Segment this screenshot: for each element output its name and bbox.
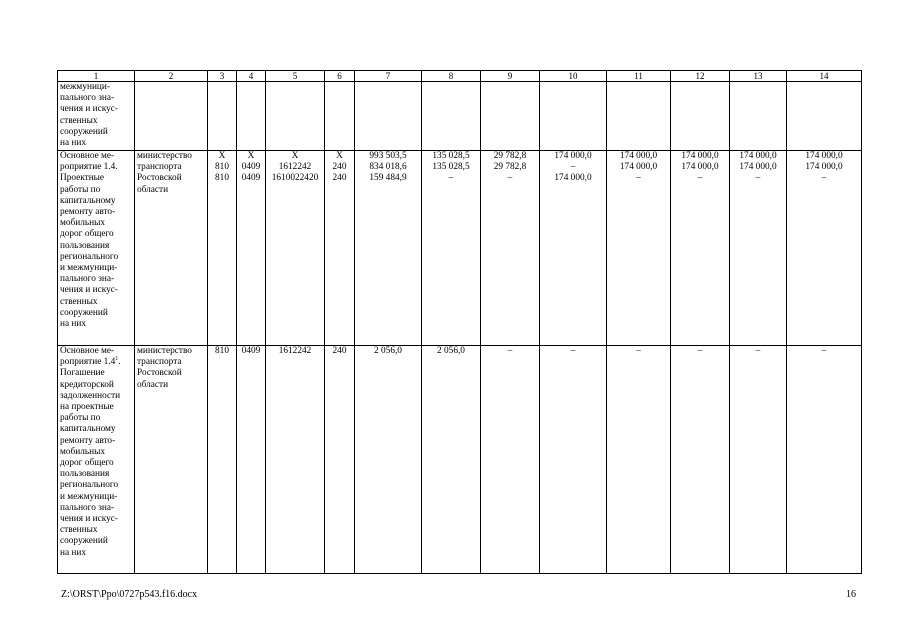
- cell-text-line: работы по: [60, 184, 101, 195]
- cell-value: 135 028,5: [432, 151, 470, 161]
- cell-text-line: пользования: [60, 240, 110, 251]
- cell-value: 240: [332, 173, 347, 184]
- cell-value: –: [570, 162, 576, 173]
- value-cell: [540, 151, 607, 346]
- header-cell: 10: [540, 71, 607, 82]
- cell-text-line: [60, 357, 132, 368]
- empty-cell: [325, 82, 355, 151]
- cell-text-line: ственных: [60, 115, 98, 126]
- cell-text-line: пального зна-: [60, 93, 115, 104]
- cell-text-line: мобильных: [60, 446, 105, 457]
- empty-cell: [266, 82, 325, 151]
- value-cell: 2 056,0: [355, 346, 422, 574]
- value-cell: –: [787, 346, 862, 574]
- header-cell: 13: [730, 71, 787, 82]
- cell-text-line: пального зна-: [60, 274, 115, 285]
- cell-text-line: пального зна-: [60, 502, 115, 513]
- cell-text-line: области: [137, 184, 169, 195]
- cell-value: 810: [215, 173, 229, 184]
- value-cell: 2 056,0: [422, 346, 481, 574]
- cell-text-line: на них: [60, 138, 87, 149]
- footer-file-path: Z:\ORST\Ppo\0727p543.f16.docx: [61, 589, 198, 600]
- cell-value: 0409: [241, 173, 261, 184]
- cell-value: 1612242: [278, 162, 312, 173]
- cell-value: Х: [247, 151, 255, 161]
- executor-cell: [135, 346, 208, 574]
- value-cell: [730, 151, 787, 346]
- cell-text-line: ственных: [60, 525, 98, 536]
- empty-cell: [607, 82, 671, 151]
- cell-text-line: чения и искус-: [60, 514, 119, 525]
- cell-value: 1610022420: [271, 173, 319, 184]
- cell-value: 174 000,0: [554, 173, 592, 184]
- cell-text-line: сооружений: [60, 126, 108, 137]
- cell-value: –: [448, 173, 454, 184]
- cell-text-line: сооружений: [60, 307, 108, 318]
- cell-value: 174 000,0: [681, 151, 719, 161]
- cell-text-line: Ростовской: [137, 368, 182, 379]
- header-cell: 14: [787, 71, 862, 82]
- cell-value: 174 000,0: [805, 151, 843, 161]
- cell-value: 174 000,0: [619, 162, 658, 173]
- cell-text-line: мобильных: [60, 218, 105, 229]
- cell-value: 135 028,5: [432, 162, 470, 173]
- value-cell: [355, 151, 422, 346]
- value-cell: 240: [325, 346, 355, 574]
- cell-value: 240: [332, 162, 347, 173]
- table-row-measure-1-4: [58, 151, 862, 346]
- cell-text-line: чения и искус-: [60, 104, 119, 115]
- value-cell: [671, 151, 730, 346]
- value-cell: 1612242: [266, 346, 325, 574]
- cell-text-line: транспорта: [137, 162, 182, 173]
- header-cell: 4: [237, 71, 266, 82]
- cell-value: –: [697, 173, 703, 184]
- measure-name-cell: [58, 346, 135, 574]
- value-cell: [481, 151, 540, 346]
- cell-text-line: капитальному: [60, 424, 116, 435]
- continuation-name-cell: [58, 82, 135, 151]
- value-cell: [607, 151, 671, 346]
- cell-text-line: Основное ме-: [60, 346, 115, 356]
- cell-value: –: [636, 173, 641, 184]
- cell-text-line: на них: [60, 319, 87, 330]
- empty-cell: [787, 82, 862, 151]
- header-row: [58, 71, 862, 82]
- cell-value: Х: [336, 151, 343, 161]
- value-cell: [787, 151, 862, 346]
- cell-value: 174 000,0: [805, 162, 843, 173]
- empty-cell: [422, 82, 481, 151]
- value-cell: –: [671, 346, 730, 574]
- cell-text-line: регионального: [60, 480, 119, 491]
- header-cell: 7: [355, 71, 422, 82]
- cell-text-line: дорог общего: [60, 229, 114, 240]
- cell-text-line: на проектные: [60, 402, 114, 413]
- cell-text-line: транспорта: [137, 357, 182, 368]
- cell-value: 29 782,8: [493, 151, 527, 161]
- cell-value: 29 782,8: [493, 162, 527, 173]
- empty-cell: [237, 82, 266, 151]
- cell-text-line: капитальному: [60, 195, 116, 206]
- measure-number: роприятие 1.4: [60, 357, 116, 368]
- value-cell: 0409: [237, 346, 266, 574]
- cell-value: Х: [218, 151, 226, 161]
- value-cell: –: [540, 346, 607, 574]
- value-cell: –: [481, 346, 540, 574]
- cell-text-line: роприятие 1.4.: [60, 162, 118, 173]
- cell-value: 174 000,0: [739, 151, 777, 161]
- empty-cell: [540, 82, 607, 151]
- cell-text-line: Ростовской: [137, 173, 182, 184]
- cell-value: 174 000,0: [739, 162, 777, 173]
- cell-text-line: ремонту авто-: [60, 435, 116, 446]
- header-cell: 5: [266, 71, 325, 82]
- cell-text-line: министерство: [137, 151, 192, 161]
- cell-text-line: дорог общего: [60, 458, 114, 469]
- cell-value: 174 000,0: [554, 151, 592, 161]
- value-cell: [208, 151, 237, 346]
- empty-cell: [671, 82, 730, 151]
- cell-value: –: [755, 173, 761, 184]
- empty-cell: [208, 82, 237, 151]
- header-cell: 12: [671, 71, 730, 82]
- cell-value: –: [507, 173, 513, 184]
- page-number: 16: [846, 589, 856, 600]
- cell-text-line: чения и искус-: [60, 285, 119, 296]
- cell-text-line: ственных: [60, 296, 98, 307]
- cell-value: 993 503,5: [369, 151, 407, 161]
- cell-value: –: [821, 173, 827, 184]
- header-cell: 6: [325, 71, 355, 82]
- value-cell: [237, 151, 266, 346]
- value-cell: [266, 151, 325, 346]
- value-cell: 810: [208, 346, 237, 574]
- cell-value: 810: [215, 162, 229, 173]
- table-row-measure-1-4-1: [58, 346, 862, 574]
- empty-cell: [481, 82, 540, 151]
- cell-value: 174 000,0: [681, 162, 719, 173]
- table-row-continuation: [58, 82, 862, 151]
- cell-text-line: межмуници-: [60, 82, 110, 92]
- budget-table: [57, 70, 862, 574]
- cell-text-line: и межмуници-: [60, 491, 118, 502]
- cell-text-line: Основное ме-: [60, 151, 115, 161]
- empty-cell: [355, 82, 422, 151]
- value-cell: [325, 151, 355, 346]
- cell-value: Х: [291, 151, 299, 161]
- cell-value: 834 018,6: [369, 162, 407, 173]
- cell-text-line: кредиторской: [60, 379, 114, 390]
- cell-text-line: министерство: [137, 346, 192, 356]
- cell-text-line: пользования: [60, 469, 110, 480]
- header-cell: 2: [135, 71, 208, 82]
- header-cell: 1: [58, 71, 135, 82]
- header-cell: 3: [208, 71, 237, 82]
- cell-text-line: и межмуници-: [60, 263, 118, 274]
- measure-superscript: 1: [115, 356, 119, 363]
- cell-value: 174 000,0: [619, 151, 658, 161]
- cell-text-line: ремонту авто-: [60, 207, 116, 218]
- cell-text-line: Погашение: [60, 368, 105, 379]
- header-cell: 8: [422, 71, 481, 82]
- cell-text-line: Проектные: [60, 173, 105, 184]
- cell-text-line: задолженности: [60, 390, 121, 401]
- cell-text-line: сооружений: [60, 536, 108, 547]
- value-cell: [422, 151, 481, 346]
- cell-value: 159 484,9: [369, 173, 407, 184]
- value-cell: –: [607, 346, 671, 574]
- cell-text-line: на них: [60, 547, 87, 558]
- measure-number-dot: .: [118, 357, 121, 368]
- cell-text-line: регионального: [60, 251, 119, 262]
- empty-cell: [135, 82, 208, 151]
- cell-value: 0409: [241, 162, 261, 173]
- header-cell: 11: [607, 71, 671, 82]
- header-cell: 9: [481, 71, 540, 82]
- executor-cell: [135, 151, 208, 346]
- empty-cell: [730, 82, 787, 151]
- value-cell: –: [730, 346, 787, 574]
- cell-text-line: области: [137, 379, 169, 390]
- cell-text-line: работы по: [60, 413, 101, 424]
- measure-name-cell: [58, 151, 135, 346]
